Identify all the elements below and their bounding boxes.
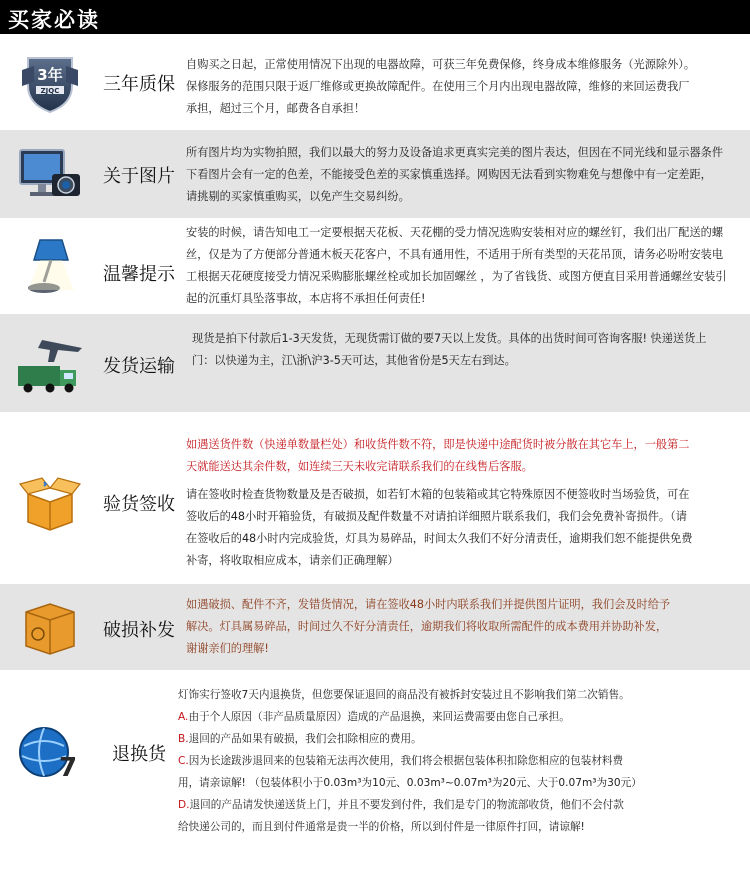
section-title-returns: 退换货 bbox=[112, 744, 166, 765]
section-title-warranty: 三年质保 bbox=[103, 74, 175, 95]
section-body-shipping: 现货是拍下付款后1-3天发货，无现货需订做的要7天以上发货。具体的出货时间可咨询客服! 快递送货上 门：以快递为主，江\浙\沪3-5天可达，其他省份是5天左右到达。 bbox=[192, 332, 707, 367]
monitor-camera-icon bbox=[14, 144, 86, 208]
section-body-tips: 安装的时候，请告知电工一定要根据天花板、天花棚的受力情况选购安装相对应的螺丝钉，我们出厂配送的螺 丝，仅是为了方便部分普通木板天花客户，不具有通用性，不适用于所有类型的天花吊顶，请务必吩咐安装电 工根据天花硬度接受力情况采购膨胀螺丝栓或加长加固螺丝 ，为了省钱货、或图方便直目采用普通螺丝安装引 起的沉重灯具坠落事故，本店将不承担任何责任! bbox=[186, 226, 727, 305]
section-title-damage: 破损补发 bbox=[103, 620, 175, 641]
section-warranty bbox=[0, 34, 750, 130]
globe-7-icon bbox=[14, 720, 86, 784]
section-damage bbox=[0, 584, 750, 670]
svg-text:7: 7 bbox=[58, 753, 78, 783]
three-year-warranty-badge-icon bbox=[14, 52, 86, 116]
section-body-inspection: 如遇送货件数（快递单数量栏处）和收货件数不符，即是快递中途配货时被分散在其它车上，一般第二 天就能送达其余件数，如连续三天未收完请联系我们的在线售后客服。 请在签收时检查货物数量及是否破损，如若钉木箱的包装箱或其它特殊原因不便签收时当场验货，可在 签收后的48小时开箱验货，有破损及配件数量不对请拍详细照片联系我们，我们会免费补寄损件。（请 在签收后的48小时内完成验货，灯具为易碎品，时间太久我们不好分清责任，逾期我们恕不能提供免费 补寄，将收取相应成本，请亲们正确理解） bbox=[186, 438, 693, 567]
section-title-pictures: 关于图片 bbox=[103, 166, 175, 187]
cardboard-box-icon bbox=[14, 596, 86, 660]
open-box-icon bbox=[14, 470, 86, 534]
section-inspection bbox=[0, 412, 750, 584]
section-body-damage: 如遇破损、配件不齐，发错货情况，请在签收48小时内联系我们并提供图片证明，我们会及时给予 解决。灯具属易碎品，时间过久不好分清责任，逾期我们将收取所需配件的成本费用并协助补发， 谢谢亲们的理解! bbox=[186, 598, 671, 655]
section-tips bbox=[0, 218, 750, 314]
section-pictures bbox=[0, 130, 750, 218]
section-shipping bbox=[0, 314, 750, 412]
section-body-warranty: 自购买之日起，正常使用情况下出现的电器故障，可获三年免费保修，终身成本维修服务（光源除外）。 保修服务的范围只限于返厂维修或更换故障配件。在使用三个月内出现电器故障，维修的来回运费我厂 承担，超过三个月，邮费各自承担！ bbox=[186, 58, 696, 115]
header-bar bbox=[0, 0, 750, 34]
section-title-inspection: 验货签收 bbox=[103, 494, 175, 515]
section-title-shipping: 发货运输 bbox=[103, 356, 175, 377]
shipping-truck-plane-icon bbox=[14, 332, 86, 396]
page-title: 买家必读 bbox=[8, 8, 100, 32]
svg-text:ZJQC: ZJQC bbox=[40, 87, 60, 95]
section-body-pictures: 所有图片均为实物拍照，我们以最大的努力及设备追求更真实完美的图片表达，但因在不同光线和显示器条件 下看图片会有一定的色差，不能接受色差的买家慎重选择。网购因无法看到实物难免与想像中有一定差距， 请挑剔的买家慎重购买，以免产生交易纠纷。 bbox=[186, 146, 724, 203]
section-title-tips: 温馨提示 bbox=[103, 264, 175, 285]
desk-lamp-icon bbox=[14, 234, 86, 298]
svg-text:3年: 3年 bbox=[37, 66, 63, 84]
section-returns bbox=[0, 670, 750, 879]
section-body-returns: 灯饰实行签收7天内退换货，但您要保证退回的商品没有被拆封安装过且不影响我们第二次销售。 A.由于个人原因（非产品质量原因）造成的产品退换，来回运费需要由您自己承担。 B.退回的产品如果有破损，我们会扣除相应的费用。 C.因为长途跋涉退回来的包装箱无法再次使用，我们将会根据包装体积扣除您相应的包装材料费 用，请亲谅解! （包装体积小于0.03m³为10元、0.03m³~0.07m³为20元、大于0.07m³为30元） D.退回的产品请发快递送货上门，并且不要发到付件，我们是专门的物流部收货，他们不会付款 给快递公司的，而且到付件通常是贵一半的价格，所以到付件是一律原件打回，请谅解! bbox=[178, 689, 642, 833]
